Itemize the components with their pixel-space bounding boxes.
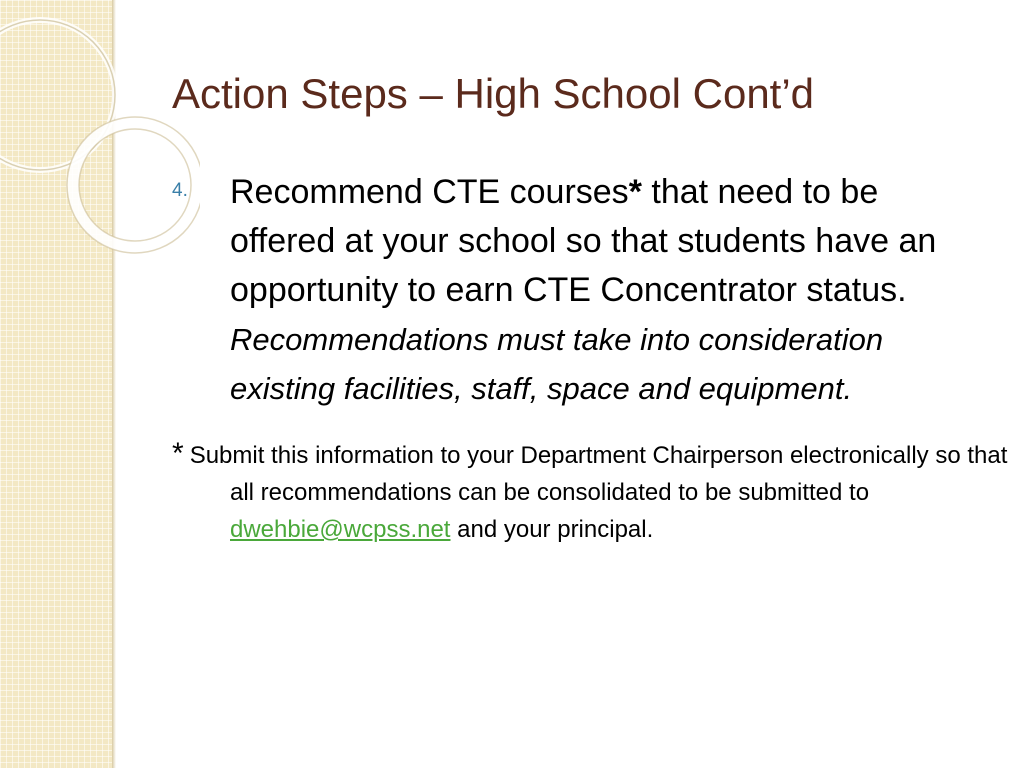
footnote-asterisk: * — [172, 437, 184, 470]
list-item-text — [230, 168, 992, 413]
item-text-before: Recommend CTE courses — [230, 173, 629, 211]
slide-title: Action Steps – High School Cont’d — [172, 70, 815, 117]
footnote-text-before: Submit this information to your Department Chairperson electronically so that all recommendations can be consolidated to be submitted to — [189, 442, 1008, 506]
item-text-after: that need to be offered at your school so that students have an opportunity to earn CTE Concentrator status. — [230, 173, 937, 309]
item-italic-note: Recommendations must take into consideration existing facilities, staff, space and equipment. — [230, 322, 884, 406]
decorative-rings-graphic — [0, 0, 200, 260]
item-asterisk: * — [628, 173, 642, 211]
list-item-number: 4. — [172, 180, 188, 201]
footnote-text-after: and your principal. — [450, 516, 654, 543]
slide-body — [172, 168, 1008, 548]
footnote — [172, 435, 1020, 548]
numbered-list-item — [172, 168, 992, 413]
email-link[interactable]: dwehbie@wcpss.net — [230, 516, 451, 543]
